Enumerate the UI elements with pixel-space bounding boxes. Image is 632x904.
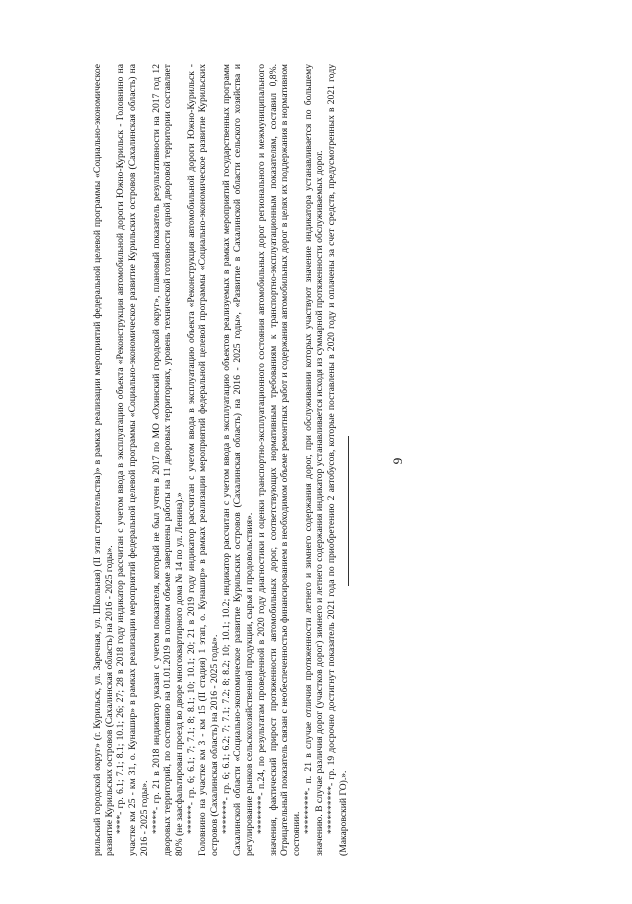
- paragraph: ********- п.24, по результатам проведенной в 2020 году диагностики и оценки транспортно-эксплуатационного состояния автомобильных дорог регионального и межмуниципального значения, фактический прирост протяженности автомобильных дорог, соответствующих нормативным требованиям к транспортно-эксплуатационным показателям, составил 0,8%. Отрицательный показатель связан с необеспеченностью финансированием в необходимом объеме ремонтных работ и содержания автомобильных дорог в целях их поддержания в нормативном состоянии.: [255, 64, 302, 856]
- paragraph: рильский городской округ» (г. Курильск, ул. Заречная, ул. Школьная) (II этап строительства)» в рамках реализации мероприятий федеральной целевой программы «Социально-экономическое развитие Курильских островов (Сахалинская область) на 2016 - 2025 годы».: [92, 64, 115, 856]
- paragraph: ****- гр. 6.1; 7.1; 8.1; 10.1; 26; 27; 28 в 2018 году индикатор рассчитан с учетом ввода в эксплуатацию объекта «Реконструкция автомобильной дороги Южно-Курильск - Головнино на участке км 25 - км 31, о. Кунашир» в рамках реализации мероприятий федеральной целевой программы «Социально-экономическое развитие Курильских островов (Сахалинская область) на 2016 - 2025 годы».: [115, 64, 150, 856]
- page-number: 9: [390, 457, 405, 465]
- paragraph: *****- гр. 21 в 2018 индикатор указан с учетом показателя, который не был учтен в 2017 по МО «Охинский городской округ», плановый показатель результативности на 2017 год 12 дворовых территорий, по состоянию на 01.01.2019 в полном объеме завершены работы на 11 дворовых территориях, уровень технической готовности одной дворовой территории составляет 80% (не заасфальтирован проезд во дворе многоквартирного дома № 14 по ул. Ленина).»: [150, 64, 185, 856]
- footnotes-text: [92, 64, 349, 856]
- paragraph: **********- гр. 19 досрочно достигнут показатель 2021 года по приобретению 2 автобусов, которые поставлены в 2020 году и оплачены за счет средств, предусмотренных в 2021 году (Макаровский ГО).».: [326, 64, 349, 856]
- paragraph: *********- п. 21 в случае отличия протяженности летнего и зимнего содержания дорог, при обслуживании которых участвуют значение индикатора устанавливается по большему значению. В случае различия дорог (участков дорог) зимнего и летнего содержания индикатор устанавливается исходя из суммарной протяженности обслуживаемых дорог.: [302, 64, 326, 856]
- rotated-content: [92, 64, 420, 856]
- separator-line: [348, 436, 349, 586]
- paragraph: *******- гр. 6; 6.1; 6.2; 7; 7.1; 7.2; 8; 8.2; 10; 10.1; 10.2; индикатор рассчитан с учетом ввода в эксплуатацию объектов реализуемых в рамках мероприятий государственных программ Сахалинской области «Социально-экономическое развитие Курильских островов (Сахалинская область) на 2016 - 2025 годы», «Развитие в Сахалинской области сельского хозяйства и регулирование рынков сельскохозяйственной продукции, сырья и продовольствия».: [220, 64, 256, 856]
- paragraph: ******- гр. 6; 6.1; 7; 7.1; 8; 8.1; 10; 10.1; 20; 21 в 2019 году индикатор рассчитан с учетом ввода в эксплуатацию объекта «Реконструкция автомобильной дороги Южно-Курильск - Головнино на участке км 3 - км 15 (II стадия) 1 этап, о. Кунашир» в рамках реализации мероприятий федеральной целевой программы «Социально-экономическое развитие Курильских островов (Сахалинская область) на 2016 - 2025 годы».: [185, 64, 221, 856]
